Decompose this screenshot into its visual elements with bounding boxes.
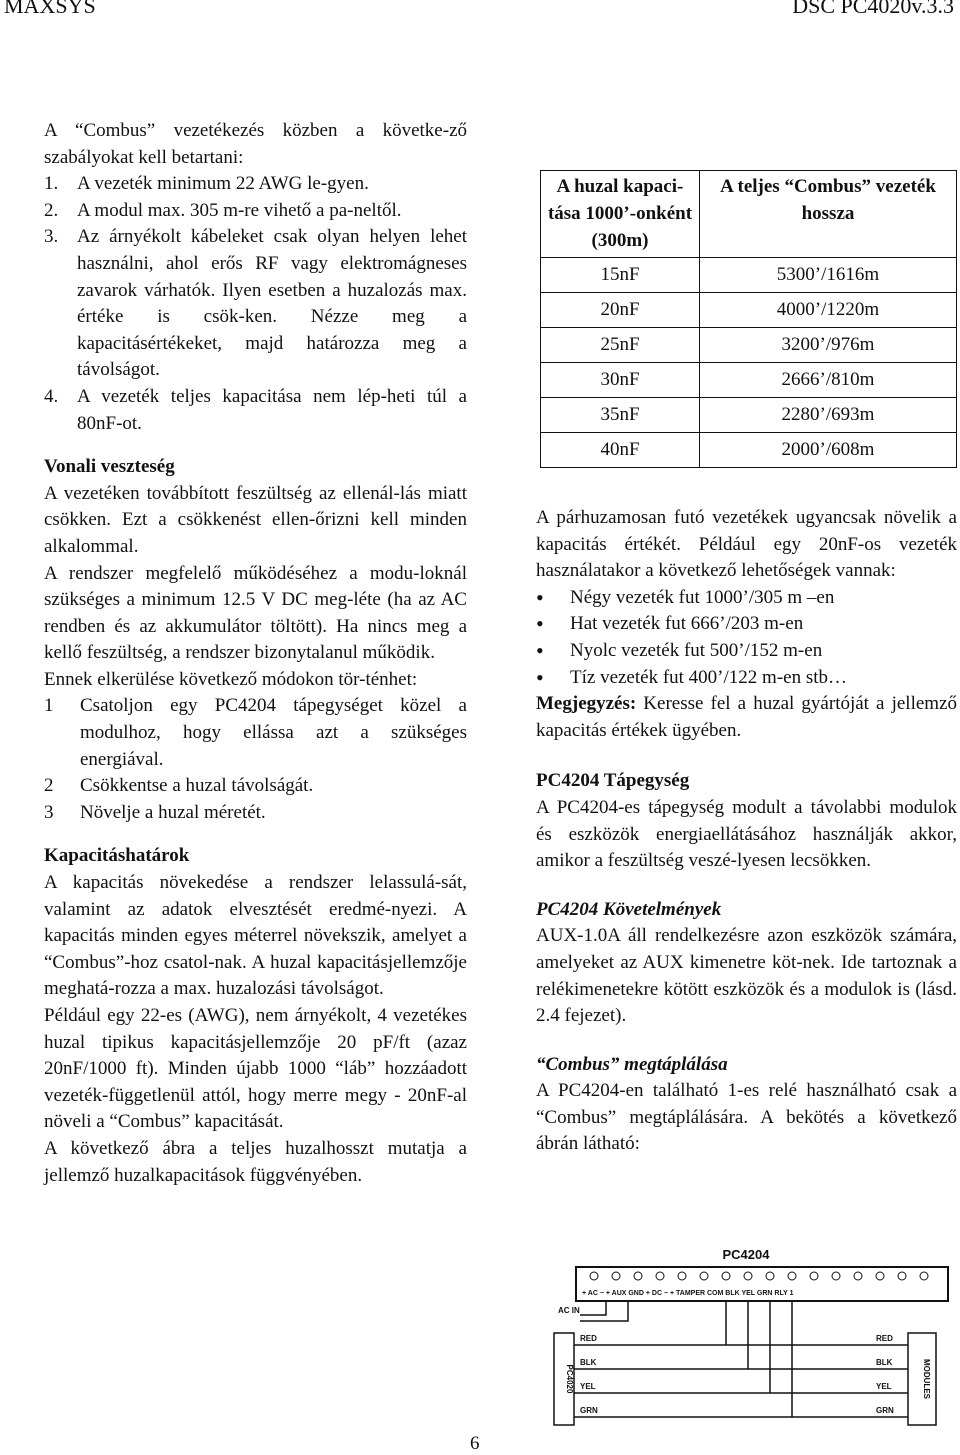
paragraph: A rendszer megfelelő működéséhez a modu-loknál szükséges a minimum 12.5 V DC meg-léte (ha az AC rendben és az akkumulátor töltött). Ha nincs meg a kellő feszültség, a rendszer bizonytalanul működik. [44, 562, 467, 664]
paragraph: AUX-1.0A áll rendelkezésre azon eszközök számára, amelyeket az AUX kimenetre köt-nek. Ide tartoznak a relékimenetekre kötött eszközök és a modulok is (lásd. 2.4 fejezet). [536, 925, 957, 1027]
table-cell: 40nF [541, 433, 700, 468]
paragraph: A következő ábra a teljes huzalhosszt mutatja a jellemző huzalkapacitások függvényében. [44, 1137, 467, 1186]
list-item: 3 Növelje a huzal méretét. [44, 801, 266, 823]
wire-label: RED [876, 1334, 893, 1343]
bullet-icon: • [536, 664, 544, 690]
header-left: MAXSYS [4, 0, 96, 18]
table-cell: 3200’/976m [700, 328, 957, 363]
list-item: • Tíz vezeték fut 400’/122 m-en stb… [536, 664, 848, 690]
bullet-icon: • [536, 611, 544, 637]
header-right: DSC PC4020v.3.3 [792, 0, 954, 18]
table-cell: 5300’/1616m [700, 258, 957, 293]
wire-label: BLK [876, 1358, 893, 1367]
right-column [536, 505, 957, 1158]
left-column [44, 118, 467, 1189]
table-header-cell: A teljes “Combus” vezeték hossza [700, 171, 957, 258]
table-cell: 2000’/608m [700, 433, 957, 468]
paragraph: Például egy 22-es (AWG), nem árnyékolt, 4 vezetékes huzal tipikus kapacitásjellemzője 20 pF/ft (azaz 20nF/1000 ft). Minden újabb 1000 “láb” hozzáadott vezeték-függetlenül attól, hogy merre megy - 20nF-al növeli a “Combus” kapacitását. [44, 1005, 467, 1133]
section-heading-line-loss: Vonali veszteség [44, 456, 175, 478]
intro-text: A “Combus” vezetékezés közben a követke-ző szabályokat kell betartani: [44, 120, 467, 168]
list-item: 2. A modul max. 305 m-re vihető a pa-neltől. [44, 199, 402, 221]
table-header-cell: A huzal kapaci-tása 1000’-onként (300m) [541, 171, 700, 258]
table-cell: 30nF [541, 363, 700, 398]
terminal-screws [590, 1272, 928, 1280]
list-item: • Hat vezeték fut 666’/203 m-en [536, 611, 804, 637]
table-row [541, 433, 957, 468]
list-item: • Nyolc vezeték fut 500’/152 m-en [536, 637, 823, 663]
wiring-diagram [536, 1245, 956, 1430]
table-cell: 25nF [541, 328, 700, 363]
page-number: 6 [470, 1433, 480, 1454]
bullet-icon: • [536, 584, 544, 610]
modules-label: MODULES [922, 1359, 931, 1399]
paragraph: A párhuzamosan futó vezetékek ugyancsak növelik a kapacitás értékét. Például egy 20nF-os vezeték használatakor a következő lehetőségek vannak: [536, 507, 957, 582]
diagram-title: PC4204 [722, 1247, 770, 1262]
table-row [541, 258, 957, 293]
paragraph: A PC4204-en található 1-es relé használható csak a “Combus” megtáplálására. A bekötés a következő ábrán látható: [536, 1080, 957, 1155]
combus-wires [574, 1301, 908, 1417]
pc4020-label: PC4020 [565, 1364, 574, 1394]
list-item: 3. Az árnyékolt kábeleket csak olyan helyen lehet használni, ahol erős RF vagy elektromágneses zavarok várhatók. Ilyen esetben a huzalozás max. értéke is csök-ken. Nézze meg a kapacitásértékeket, majd határozza meg a távolságot. [44, 226, 467, 381]
table-cell: 2280’/693m [700, 398, 957, 433]
table-row [541, 398, 957, 433]
table-cell: 15nF [541, 258, 700, 293]
paragraph: A vezetéken továbbított feszültség az ellenál-lás miatt csökken. Ezt a csökkenést ellen-őrizni kell minden alkalommal. [44, 482, 467, 557]
capacitance-table [540, 170, 957, 468]
section-heading-combus-power: “Combus” megtáplálása [536, 1053, 728, 1075]
wire-label: YEL [580, 1382, 596, 1391]
table-row [541, 328, 957, 363]
paragraph: Ennek elkerülése következő módokon tör-ténhet: [44, 668, 418, 690]
paragraph: A PC4204-es tápegység modult a távolabbi modulok és eszközök energiaellátásához használják akkor, amikor a feszültség veszé-lyesen lecsökken. [536, 796, 957, 872]
list-item: 1 Csatoljon egy PC4204 tápegységet közel a modulhoz, hogy ellássa azt a szükséges energiával. [44, 695, 467, 770]
wire-label: BLK [580, 1358, 597, 1367]
list-item: 4. A vezeték teljes kapacitása nem lép-heti túl a 80nF-ot. [44, 385, 467, 434]
wire-label: GRN [876, 1406, 894, 1415]
bullet-icon: • [536, 637, 544, 663]
wire-label: YEL [876, 1382, 892, 1391]
note: Megjegyzés: Keresse fel a huzal gyártóját a jellemző kapacitás értékek ügyében. [536, 693, 957, 741]
terminal-labels: + AC − + AUX GND + DC − + TAMPER COM BLK YEL GRN RLY 1 [582, 1290, 794, 1297]
wire-label: RED [580, 1334, 597, 1343]
section-heading-requirements: PC4204 Követelmények [536, 898, 722, 920]
table-row [541, 363, 957, 398]
table-cell: 4000’/1220m [700, 293, 957, 328]
list-item: 1. A vezeték minimum 22 AWG le-gyen. [44, 173, 369, 195]
ac-in-label: AC IN [558, 1306, 580, 1315]
table-header-row [541, 171, 957, 258]
section-heading-capacitance: Kapacitáshatárok [44, 845, 190, 867]
table-cell: 2666’/810m [700, 363, 957, 398]
table-row [541, 293, 957, 328]
section-heading-power-supply: PC4204 Tápegység [536, 770, 690, 792]
wire-label: GRN [580, 1406, 598, 1415]
table-cell: 20nF [541, 293, 700, 328]
list-item: 2 Csökkentse a huzal távolságát. [44, 775, 314, 797]
paragraph: A kapacitás növekedése a rendszer lelassulá-sát, valamint az adatok elvesztését eredmé-nyezi. A kapacitás minden egyes méterrel növekszik, amelyet a “Combus”-hoz csatol-nak. A huzal kapacitásjellemzője meghatá-rozza a max. huzalozási távolságot. [44, 872, 467, 1000]
table-cell: 35nF [541, 398, 700, 433]
list-item: • Négy vezeték fut 1000’/305 m –en [536, 584, 835, 610]
